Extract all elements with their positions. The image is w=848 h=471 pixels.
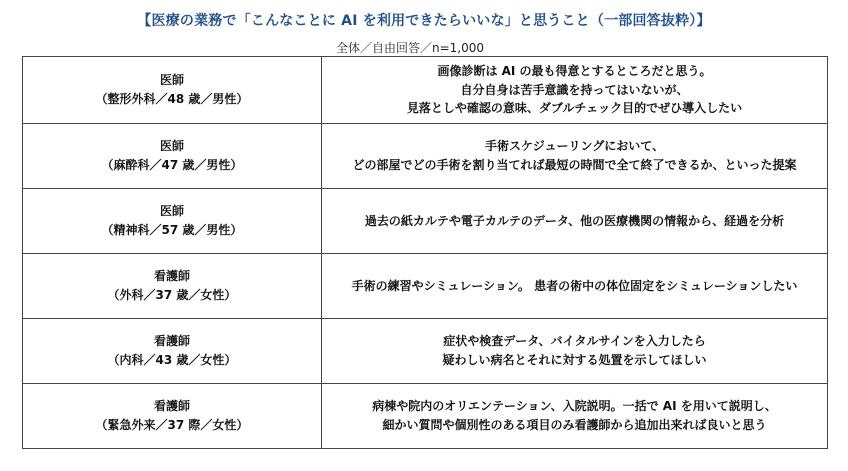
comment-cell <box>322 319 828 384</box>
respondent-cell <box>23 124 322 189</box>
comment-line: 自分自身は苦手意識を持ってはいないが、 <box>460 82 689 97</box>
comment-cell <box>322 57 828 124</box>
respondent-detail: （内科／43 歳／女性） <box>107 353 237 367</box>
comment-line: 画像診断は AI の最も得意とするところだと思う。 <box>437 64 712 79</box>
comment-line: 疑わしい病名とそれに対する処置を示してほしい <box>442 353 707 367</box>
respondent-cell <box>23 384 322 449</box>
comment-line: 病棟や院内のオリエンテーション、入院説明。一括で AI を用いて説明し、 <box>372 399 777 414</box>
comment-line: 細かい質問や個別性のある項目のみ看護師から追加出来れば良いと思う <box>382 418 767 432</box>
comment-line: どの部屋でどの手術を割り当てれば最短の時間で全て終了できるか、といった提案 <box>352 158 797 172</box>
comment-line: 症状や検査データ、バイタルサインを入力したら <box>443 334 706 349</box>
comment-cell <box>322 189 828 254</box>
respondent-cell <box>23 189 322 254</box>
respondent-detail: （緊急外来／37 際／女性） <box>95 418 249 432</box>
table-row <box>23 319 828 384</box>
table-row <box>23 189 828 254</box>
table-row <box>23 254 828 319</box>
comment-cell <box>322 384 828 449</box>
survey-subtitle: 全体／自由回答／n=1,000 <box>336 41 485 55</box>
respondent-cell <box>23 319 322 384</box>
respondent-detail: （整形外科／48 歳／男性） <box>95 92 249 106</box>
table-row <box>23 384 828 449</box>
respondent-role: 看護師 <box>153 334 190 349</box>
table-row <box>23 124 828 189</box>
comment-line: 手術スケジューリングにおいて、 <box>484 139 665 154</box>
respondent-detail: （精神科／57 歳／男性） <box>101 223 243 237</box>
respondent-detail: （麻酔科／47 歳／男性） <box>101 158 243 172</box>
respondent-cell <box>23 57 322 124</box>
survey-table <box>22 56 828 449</box>
comment-line: 見落としや確認の意味、ダブルチェック目的でぜひ導入したい <box>406 101 743 116</box>
respondent-role: 医師 <box>159 73 184 88</box>
respondent-role: 看護師 <box>153 269 190 284</box>
respondent-role: 医師 <box>159 139 184 154</box>
respondent-cell <box>23 254 322 319</box>
comment-line: 過去の紙カルテや電子カルテのデータ、他の医療機関の情報から、経過を分析 <box>364 213 785 228</box>
comment-line: 手術の練習やシミュレーション。 患者の術中の体位固定をシミュレーションしたい <box>351 278 798 293</box>
respondent-role: 医師 <box>159 204 184 219</box>
comment-cell <box>322 254 828 319</box>
comment-cell <box>322 124 828 189</box>
table-row <box>23 57 828 124</box>
page-title: 【医療の業務で「こんなことに AI を利用できたらいいな」と思うこと（一部回答抜粋）】 <box>137 13 711 29</box>
respondent-detail: （外科／37 歳／女性） <box>107 288 237 302</box>
respondent-role: 看護師 <box>153 399 190 414</box>
